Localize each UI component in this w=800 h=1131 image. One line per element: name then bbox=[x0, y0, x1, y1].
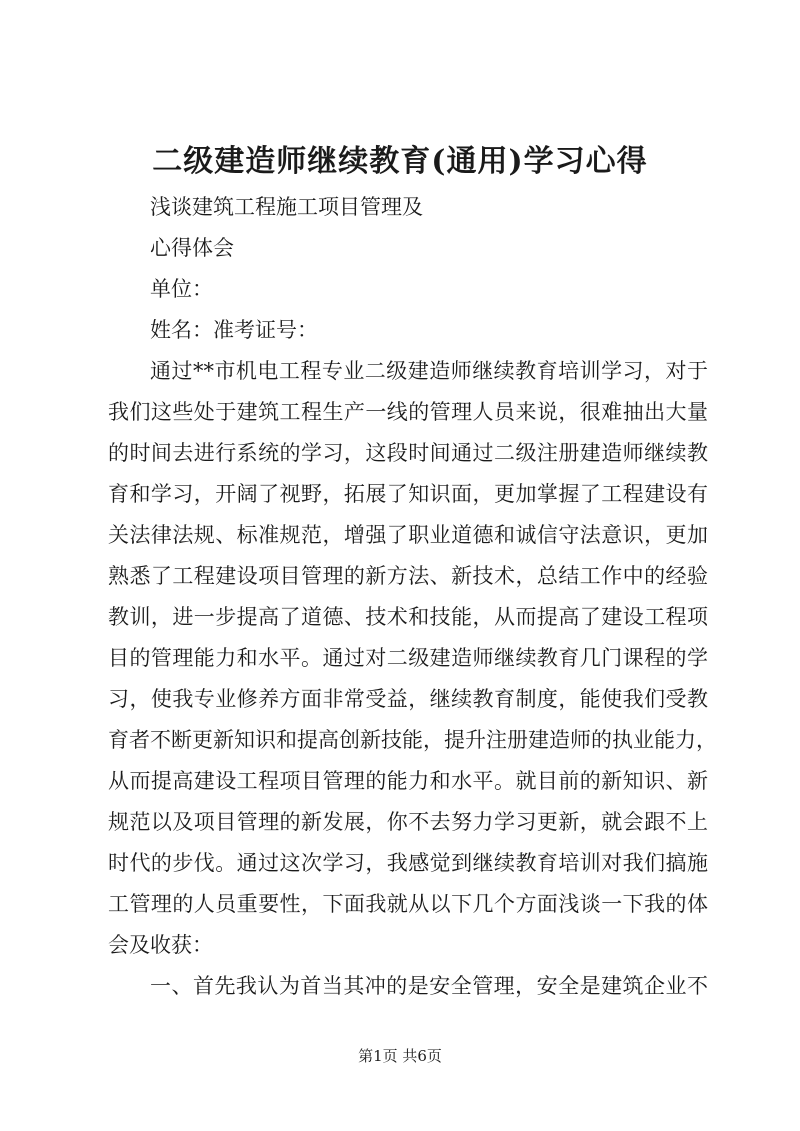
paragraph-1-line: 会及收获： bbox=[108, 933, 213, 957]
subtitle-line-1: 浅谈建筑工程施工项目管理及 bbox=[150, 195, 423, 219]
paragraph-1-line: 教训，进一步提高了道德、技术和技能，从而提高了建设工程项 bbox=[108, 605, 708, 629]
paragraph-1-line: 的时间去进行系统的学习，这段时间通过二级注册建造师继续教 bbox=[108, 441, 708, 465]
paragraph-1-line: 目的管理能力和水平。通过对二级建造师继续教育几门课程的学 bbox=[108, 646, 708, 670]
name-exam-id-label: 姓名：准考证号： bbox=[150, 318, 318, 342]
paragraph-1-line: 熟悉了工程建设项目管理的新方法、新技术，总结工作中的经验 bbox=[108, 564, 708, 588]
paragraph-1-line: 习，使我专业修养方面非常受益，继续教育制度，能使我们受教 bbox=[108, 687, 708, 711]
paragraph-1-line: 通过**市机电工程专业二级建造师继续教育培训学习，对于 bbox=[150, 359, 708, 383]
paragraph-1-line: 育和学习，开阔了视野，拓展了知识面，更加掌握了工程建设有 bbox=[108, 482, 708, 506]
paragraph-2-line: 一、首先我认为首当其冲的是安全管理，安全是建筑企业不 bbox=[150, 974, 708, 998]
subtitle-line-2: 心得体会 bbox=[150, 236, 234, 260]
paragraph-1-line: 规范以及项目管理的新发展，你不去努力学习更新，就会跟不上 bbox=[108, 810, 708, 834]
paragraph-1-line: 育者不断更新知识和提高创新技能，提升注册建造师的执业能力， bbox=[108, 728, 717, 752]
unit-label: 单位： bbox=[150, 277, 213, 301]
page-number-footer: 第1页 共6页 bbox=[358, 1047, 442, 1065]
paragraph-1-line: 时代的步伐。通过这次学习，我感觉到继续教育培训对我们搞施 bbox=[108, 851, 708, 875]
paragraph-1-line: 我们这些处于建筑工程生产一线的管理人员来说，很难抽出大量 bbox=[108, 400, 708, 424]
paragraph-1-line: 关法律法规、标准规范，增强了职业道德和诚信守法意识，更加 bbox=[108, 523, 708, 547]
document-title: 二级建造师继续教育(通用)学习心得 bbox=[152, 144, 648, 179]
paragraph-1-line: 从而提高建设工程项目管理的能力和水平。就目前的新知识、新 bbox=[108, 769, 708, 793]
paragraph-1-line: 工管理的人员重要性，下面我就从以下几个方面浅谈一下我的体 bbox=[108, 892, 708, 916]
